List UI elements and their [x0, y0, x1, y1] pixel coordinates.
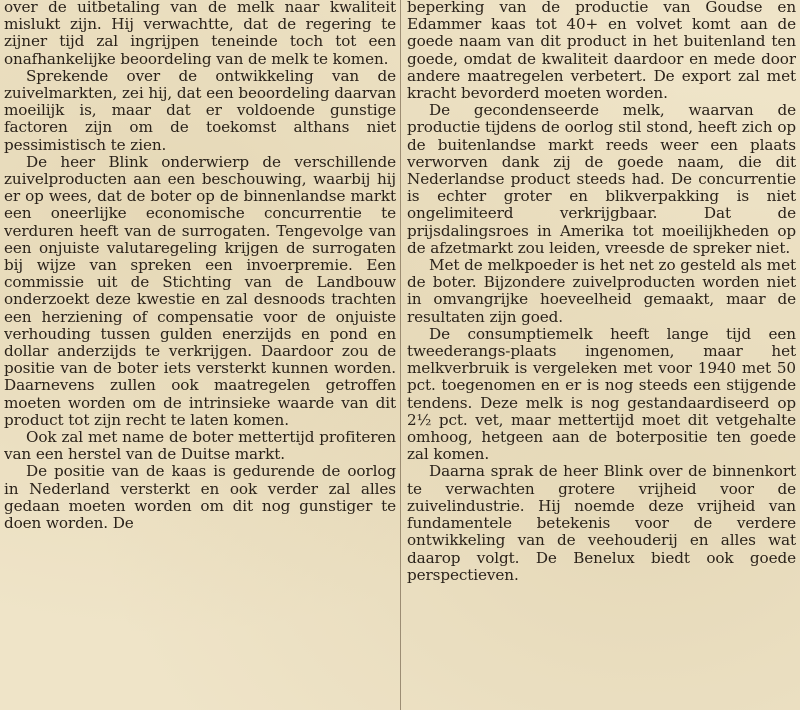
paragraph-condensed-milk: De gecondenseerde melk, waarvan de productie tijdens de oorlog stil stond, heeft zich op de buitenlandse markt reeds weer een plaats verworven dank zij de goede naam, die dit Nederlandse product steeds had. De concurrentie is echter groter en blikverpakking is niet ongelimiteerd verkrijgbaar. Dat de prijsdalingsroes in Amerika tot moeilijkheden op de afzetmarkt zou leiden, vreesde de spreker niet.: [407, 101, 796, 257]
paragraph-dairy-markets: Sprekende over de ontwikkeling van de zuivelmarkten, zei hij, dat een beoordeling daarvan moeilijk is, maar dat er voldoende gunstige factoren zijn om de toekomst althans niet pessimistisch te zien.: [4, 66, 396, 154]
left-column: [4, 0, 396, 710]
paragraph-butter-surrogates: De heer Blink onderwierp de verschillende zuivelproducten aan een beschouwing, waarbij hij er op wees, dat de boter op de binnenlandse markt een oneerlijke economische concurrentie te verduren heeft van de surrogaten. Tengevolge van een onjuiste valutaregeling krijgen de surrogaten bij wijze van spreken een invoerpremie. Een commissie uit de Stichting van de Landbouw onderzoekt deze kwestie en zal desnoods trachten een herziening of compensatie voor de onjuiste verhouding tussen gulden enerzijds en pond en dollar anderzijds te verkrijgen. Daardoor zou de positie van de boter iets versterkt kunnen worden. Daarnevens zullen ook maatregelen getroffen moeten worden om de intrinsieke waarde van dit product tot zijn recht te laten komen.: [4, 152, 396, 429]
column-divider: [400, 0, 401, 710]
paragraph-dairy-freedom: Daarna sprak de heer Blink over de binnenkort te verwachten grotere vrijheid voor de zuivelindustrie. Hij noemde deze vrijheid van fundamentele betekenis voor de verdere ontwikkeling van de veehouderij en alles wat daarop volgt. De Benelux biedt ook goede perspectieven.: [407, 462, 796, 584]
paragraph-cheese-position: De positie van de kaas is gedurende de oorlog in Nederland versterkt en ook verder zal alles gedaan moeten worden om dit nog gunstiger te doen worden. De: [4, 462, 396, 533]
right-column: [407, 0, 796, 710]
paragraph-milk-powder: Met de melkpoeder is het net zo gesteld als met de boter. Bijzondere zuivelproducten worden niet in omvangrijke hoeveelheid gemaakt, maar de resultaten zijn goed.: [407, 256, 796, 326]
paragraph-milk-payment: over de uitbetaling van de melk naar kwaliteit mislukt zijn. Hij verwachtte, dat de regering te zijner tijd zal ingrijpen teneinde toch tot een onafhankelijke beoordeling van de melk te komen.: [4, 0, 396, 68]
paragraph-german-market: Ook zal met name de boter mettertijd profiteren van een herstel van de Duitse markt.: [4, 428, 396, 464]
paragraph-cheese-export: beperking van de productie van Goudse en Edammer kaas tot 40+ en volvet komt aan de goede naam van dit product in het buitenland ten goede, omdat de kwaliteit daardoor en mede door andere maatregelen verbetert. De export zal met kracht bevorderd moeten worden.: [407, 0, 796, 103]
paragraph-consumption-milk: De consumptiemelk heeft lange tijd een tweederangs-plaats ingenomen, maar het melkverbruik is vergeleken met voor 1940 met 50 pct. toegenomen en er is nog steeds een stijgende tendens. Deze melk is nog gestandaardiseerd op 2½ pct. vet, maar mettertijd moet dit vetgehalte omhoog, hetgeen aan de boterpositie ten goede zal komen.: [407, 324, 796, 464]
